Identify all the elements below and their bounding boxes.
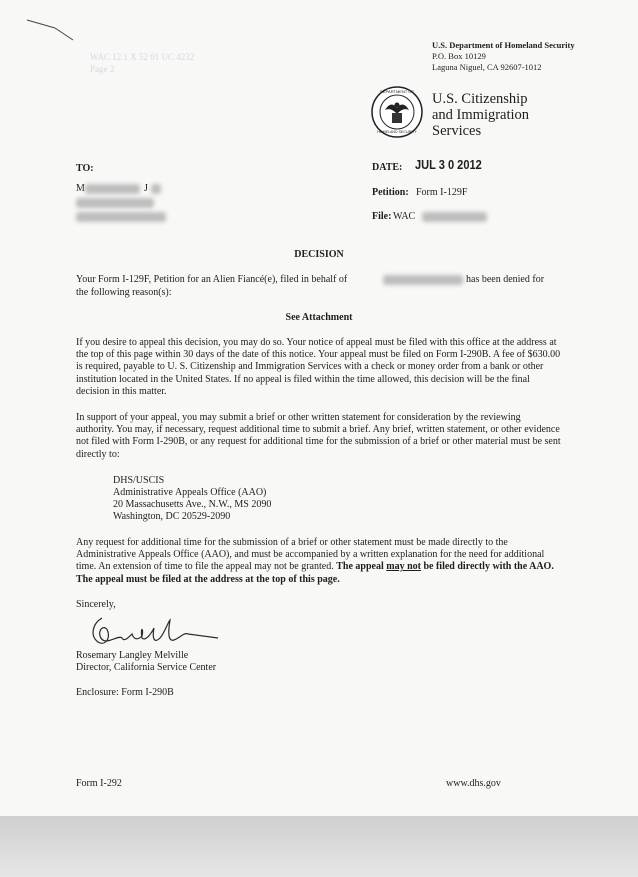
redaction xyxy=(85,184,140,194)
agency-name-line2: and Immigration xyxy=(432,107,530,123)
decision-heading: DECISION xyxy=(294,249,344,260)
appeal-warning-underline: may not xyxy=(386,561,421,573)
intro-text-1: Your Form I-129F, Petition for an Alien Fiancé(e), filed in behalf of xyxy=(76,274,348,285)
signer-title: Director, California Service Center xyxy=(76,662,217,673)
aao-address-line2: Administrative Appeals Office (AAO) xyxy=(113,487,267,498)
signature-scribble xyxy=(88,614,223,652)
scanner-background xyxy=(0,816,638,877)
pen-mark xyxy=(25,18,85,48)
signer-name: Rosemary Langley Melville xyxy=(76,650,189,661)
seal-text-top: DEPARTMENT OF xyxy=(380,89,414,94)
sincerely: Sincerely, xyxy=(76,599,116,610)
form-number: Form I-292 xyxy=(76,778,122,789)
redaction xyxy=(151,184,161,194)
agency-name-line3: Services xyxy=(432,123,482,139)
agency-name-line1: U.S. Citizenship xyxy=(432,91,528,107)
file-label: File: xyxy=(372,211,392,222)
signature-text xyxy=(88,614,91,615)
recipient-name-prefix: M xyxy=(76,183,85,194)
date-stamp: JUL 3 0 2012 xyxy=(415,157,482,172)
aao-address-line4: Washington, DC 20529-2090 xyxy=(113,511,231,522)
intro-text-3: the following reason(s): xyxy=(76,287,172,298)
aao-address-line3: 20 Massachusetts Ave., N.W., MS 2090 xyxy=(113,499,272,510)
website: www.dhs.gov xyxy=(446,778,501,789)
show-through-text: Page 2 xyxy=(90,64,115,74)
file-value: WAC xyxy=(393,211,416,222)
petition-label: Petition: xyxy=(372,187,409,198)
date-label: DATE: xyxy=(372,162,403,173)
dhs-address-name: U.S. Department of Homeland Security xyxy=(432,40,575,50)
appeal-warning-post: be filed directly with the AAO. The appeal must be filed at the address at the top of this page. xyxy=(76,561,554,585)
additional-time-text: Any request for additional time for the submission of a brief or other statement must be made directly to the Administrative Appeals Office (AAO), and must be accompanied by a written explanation for the need for additional time. An extension of time to file the appeal may not be granted. xyxy=(76,537,545,573)
redaction xyxy=(76,198,154,208)
redaction xyxy=(422,212,487,222)
seal-text-bottom: HOMELAND SECURITY xyxy=(377,130,417,134)
intro-text-2: has been denied for xyxy=(466,274,545,285)
support-paragraph: In support of your appeal, you may submit a brief or other written statement for consideration by the reviewing authority. You may, if necessary, request additional time to submit a brief. Any brief, written statement, or other evidence not filed with Form I-290B, or any request for additional time for the submission of a brief or other material must be sent directly to: xyxy=(76,412,561,460)
to-label: TO: xyxy=(76,163,94,174)
enclosure: Enclosure: Form I-290B xyxy=(76,687,174,698)
aao-address xyxy=(113,475,271,523)
dhs-address-line1: P.O. Box 10129 xyxy=(432,51,486,61)
aao-address-line1: DHS/USCIS xyxy=(113,475,165,486)
additional-time-paragraph xyxy=(76,537,561,586)
redaction xyxy=(383,275,463,285)
see-attachment: See Attachment xyxy=(285,312,353,323)
redaction xyxy=(76,212,166,222)
appeal-paragraph: If you desire to appeal this decision, you may do so. Your notice of appeal must be filed with this office at the address at the top of this page within 30 days of the date of this notice. Your appeal must be filed on Form I-290B. A fee of $630.00 is required, payable to U. S. Citizenship and Immigration Services with a check or money order from a bank or other institution located in the United States. If no appeal is filed within the time allowed, this decision will be the final decision in this matter. xyxy=(76,337,561,397)
recipient-name-initial: J xyxy=(144,183,148,194)
dhs-address-line2: Laguna Niguel, CA 92607-1012 xyxy=(432,62,542,72)
appeal-warning-pre: The appeal xyxy=(336,561,384,573)
show-through-text: WAC 12 1 X 52 01 UC 4232 xyxy=(90,52,195,62)
dhs-seal xyxy=(371,86,423,138)
petition-value: Form I-129F xyxy=(416,187,468,198)
